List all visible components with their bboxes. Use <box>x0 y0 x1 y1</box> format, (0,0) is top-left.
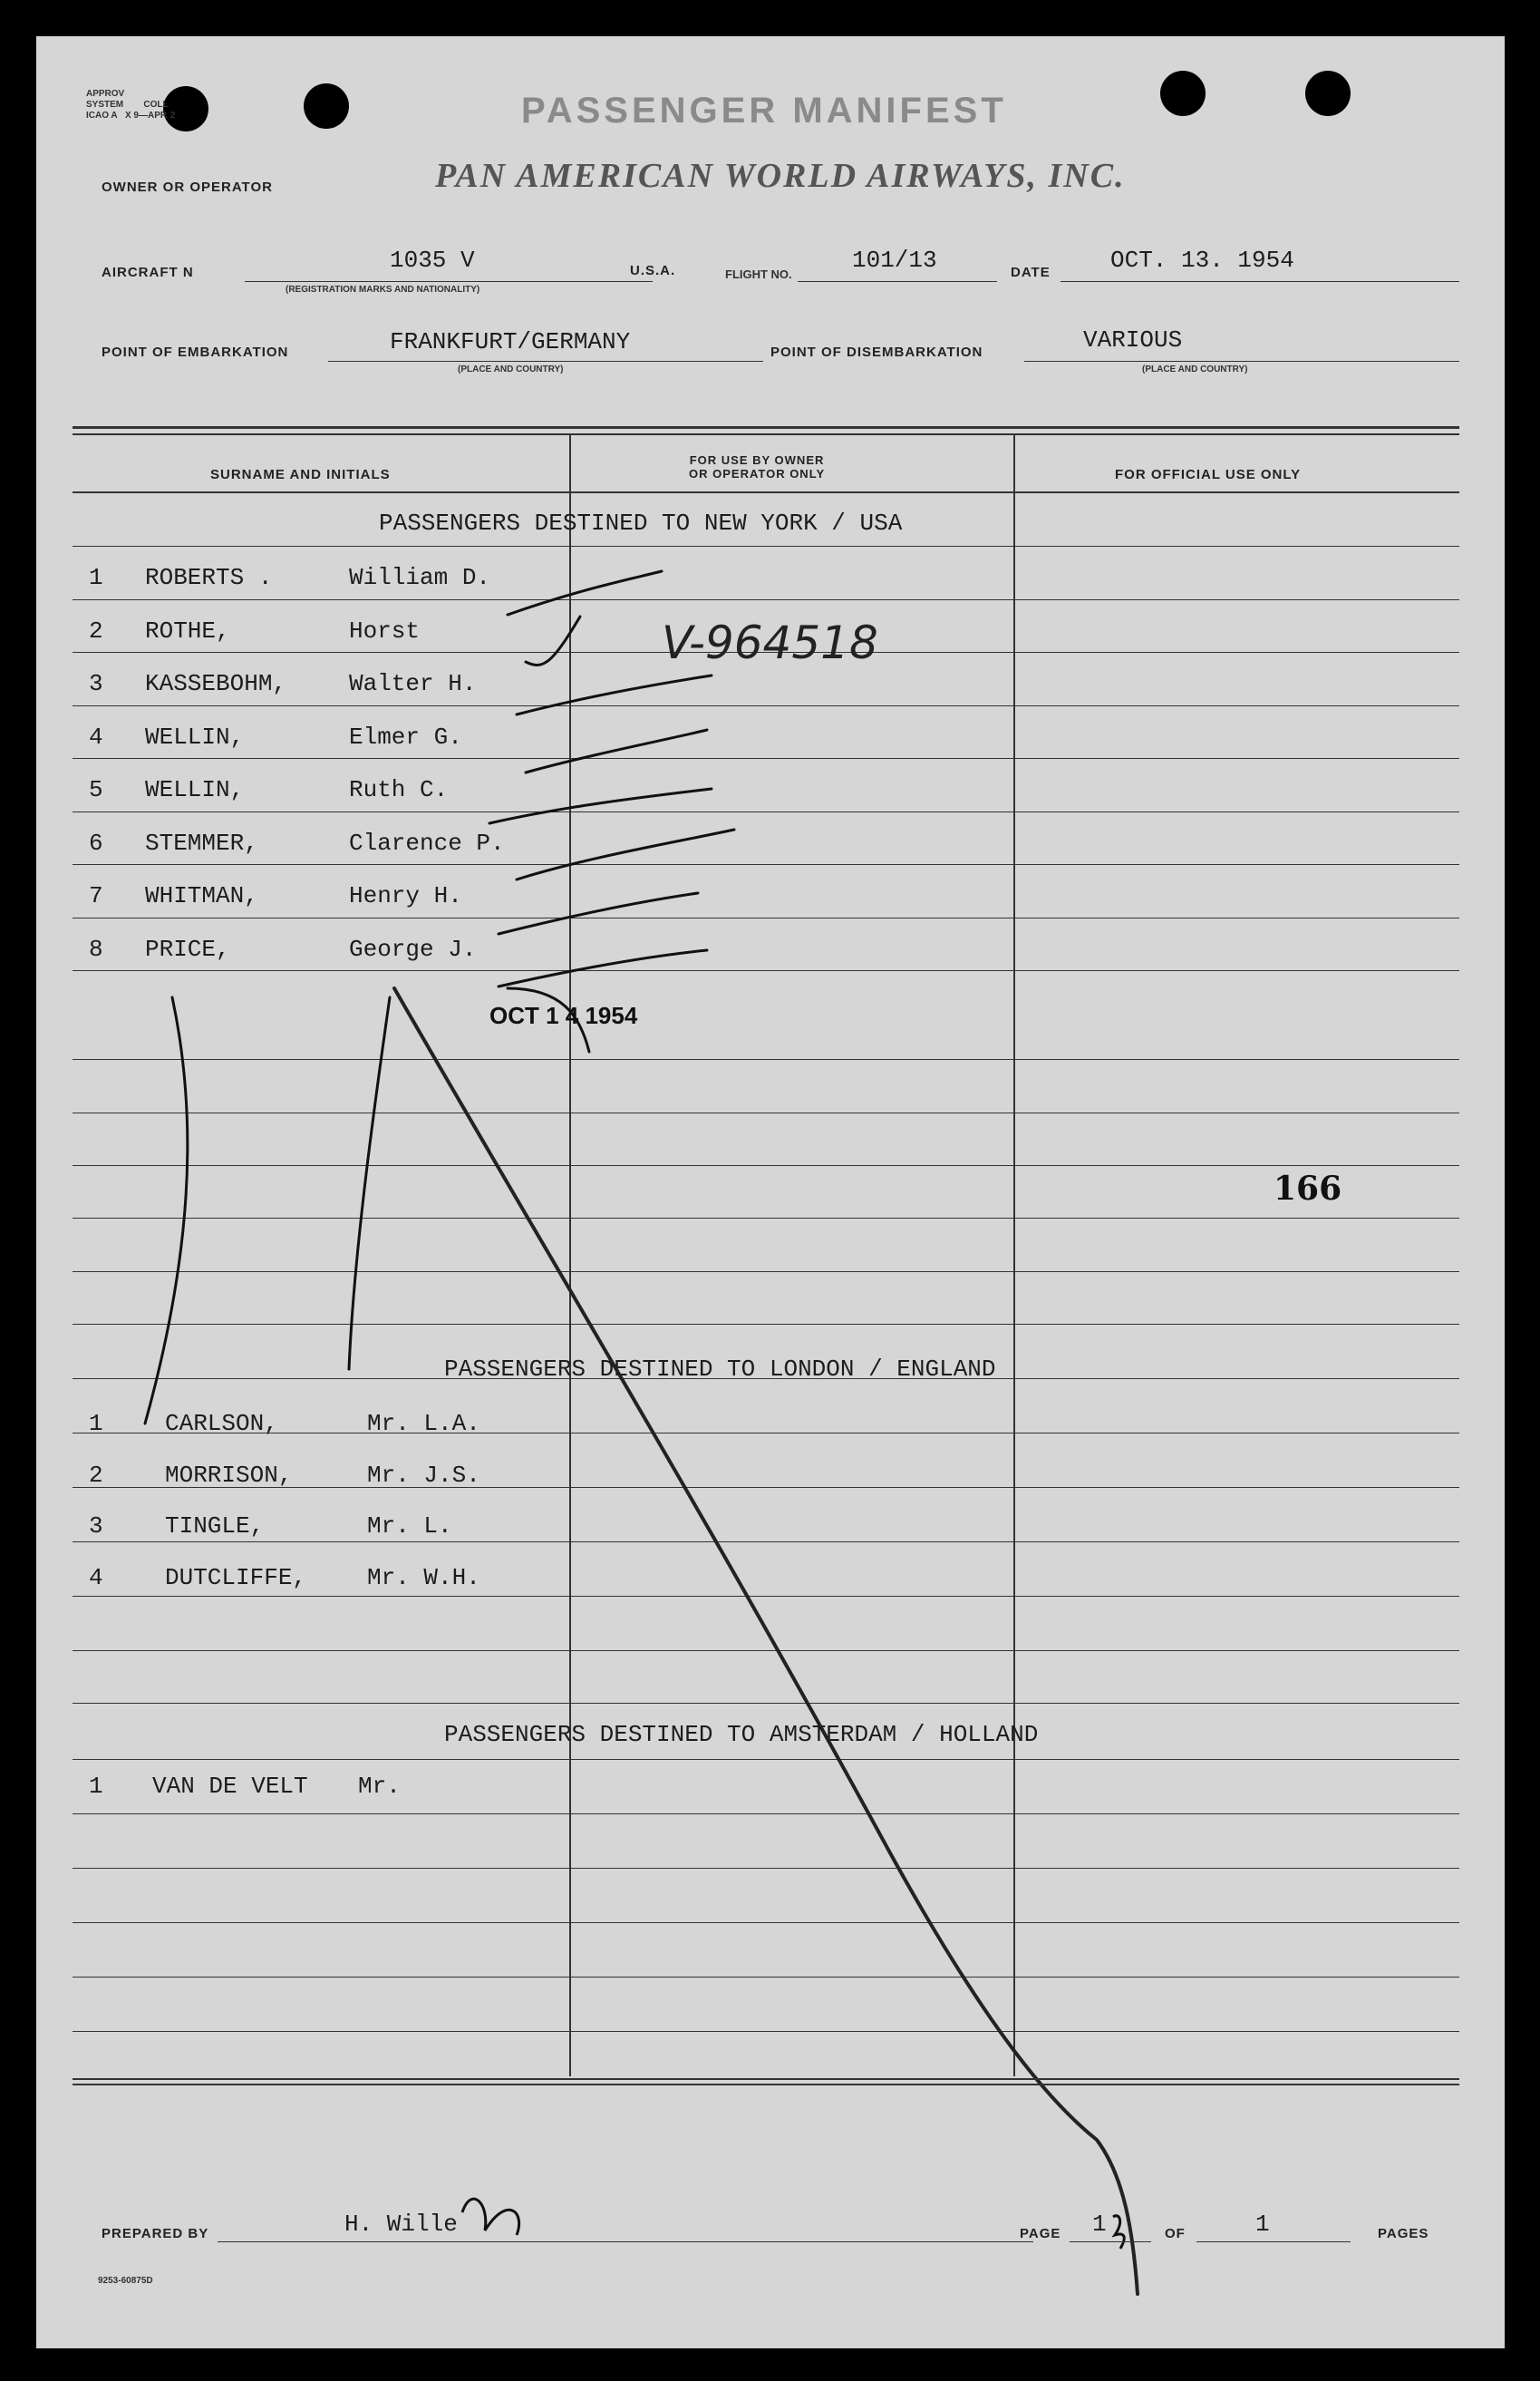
pages-label: PAGES <box>1378 2226 1429 2241</box>
passenger-surname: STEMMER, <box>145 829 258 857</box>
passenger-number: 3 <box>89 670 103 697</box>
disembarkation-label: POINT OF DISEMBARKATION <box>770 345 983 360</box>
of-label: OF <box>1165 2226 1186 2241</box>
col-surname-header: SURNAME AND INITIALS <box>210 467 391 482</box>
approval-text: APPROV SYSTEM COLL ICAO A X 9—APP. 2 <box>86 89 176 121</box>
page-label: PAGE <box>1020 2226 1061 2241</box>
passenger-surname: WELLIN, <box>145 776 245 803</box>
passenger-given-name: Elmer G. <box>349 723 462 751</box>
of-value: 1 <box>1255 2211 1270 2238</box>
aircraft-value: 1035 V <box>390 247 475 274</box>
manifest-sheet <box>36 36 1505 2348</box>
prepared-value: H. Wille <box>344 2211 458 2238</box>
passenger-surname: KASSEBOHM, <box>145 670 287 697</box>
passenger-given-name: Mr. W.H. <box>367 1563 480 1591</box>
flight-value: 101/13 <box>852 247 937 274</box>
handwritten-number: V-964518 <box>662 617 878 669</box>
embarkation-value: FRANKFURT/GERMANY <box>390 328 631 355</box>
passenger-surname: CARLSON, <box>165 1410 278 1437</box>
passenger-number: 6 <box>89 829 103 857</box>
group-heading-london: PASSENGERS DESTINED TO LONDON / ENGLAND <box>444 1356 996 1383</box>
passenger-surname: VAN DE VELT <box>152 1773 308 1800</box>
aircraft-label: AIRCRAFT N <box>102 265 194 280</box>
passenger-surname: MORRISON, <box>165 1461 293 1489</box>
owner-label: OWNER OR OPERATOR <box>102 180 273 195</box>
passenger-number: 4 <box>89 1563 103 1591</box>
col-official-header: FOR OFFICIAL USE ONLY <box>1115 467 1302 482</box>
passenger-surname: WELLIN, <box>145 723 245 751</box>
passenger-surname: TINGLE, <box>165 1512 265 1540</box>
pen-marks <box>36 36 1505 2348</box>
passenger-given-name: George J. <box>349 935 477 963</box>
footer-code: 9253-60875D <box>98 2276 153 2286</box>
passenger-number: 1 <box>89 564 103 591</box>
passenger-surname: ROBERTS . <box>145 564 273 591</box>
disembarkation-caption: (PLACE AND COUNTRY) <box>1142 364 1248 374</box>
date-label: DATE <box>1011 265 1051 280</box>
passenger-given-name: Walter H. <box>349 670 477 697</box>
passenger-number: 2 <box>89 617 103 645</box>
embarkation-caption: (PLACE AND COUNTRY) <box>458 364 564 374</box>
stamp-number: 166 <box>1274 1170 1342 1208</box>
passenger-number: 8 <box>89 935 103 963</box>
usa-label: U.S.A. <box>630 263 676 278</box>
group-heading-new-york: PASSENGERS DESTINED TO NEW YORK / USA <box>379 510 903 537</box>
prepared-label: PREPARED BY <box>102 2226 209 2241</box>
passenger-given-name: Clarence P. <box>349 829 505 857</box>
passenger-given-name: William D. <box>349 564 491 591</box>
passenger-surname: WHITMAN, <box>145 882 258 909</box>
form-title: PASSENGER MANIFEST <box>521 91 1007 131</box>
passenger-number: 5 <box>89 776 103 803</box>
passenger-number: 1 <box>89 1773 103 1800</box>
passenger-surname: PRICE, <box>145 935 230 963</box>
group-heading-amsterdam: PASSENGERS DESTINED TO AMSTERDAM / HOLLAND <box>444 1721 1039 1748</box>
passenger-surname: DUTCLIFFE, <box>165 1563 307 1591</box>
registration-caption: (REGISTRATION MARKS AND NATIONALITY) <box>286 285 480 295</box>
flight-label: FLIGHT NO. <box>725 267 792 281</box>
date-value: OCT. 13. 1954 <box>1110 247 1294 274</box>
passenger-given-name: Ruth C. <box>349 776 449 803</box>
disembarkation-value: VARIOUS <box>1083 326 1183 354</box>
passenger-number: 1 <box>89 1410 103 1437</box>
passenger-number: 7 <box>89 882 103 909</box>
passenger-given-name: Henry H. <box>349 882 462 909</box>
passenger-surname: ROTHE, <box>145 617 230 645</box>
operator-name: PAN AMERICAN WORLD AIRWAYS, INC. <box>435 157 1126 195</box>
passenger-given-name: Mr. L.A. <box>367 1410 480 1437</box>
passenger-number: 2 <box>89 1461 103 1489</box>
passenger-given-name: Horst <box>349 617 421 645</box>
col-owner-header: FOR USE BY OWNER OR OPERATOR ONLY <box>689 453 826 481</box>
passenger-given-name: Mr. L. <box>367 1512 452 1540</box>
passenger-given-name: Mr. J.S. <box>367 1461 480 1489</box>
passenger-number: 3 <box>89 1512 103 1540</box>
page-value: 1 <box>1092 2211 1107 2238</box>
date-stamp: OCT 1 4 1954 <box>489 1002 638 1029</box>
passenger-number: 4 <box>89 723 103 751</box>
passenger-given-name: Mr. <box>358 1773 401 1800</box>
embarkation-label: POINT OF EMBARKATION <box>102 345 289 360</box>
